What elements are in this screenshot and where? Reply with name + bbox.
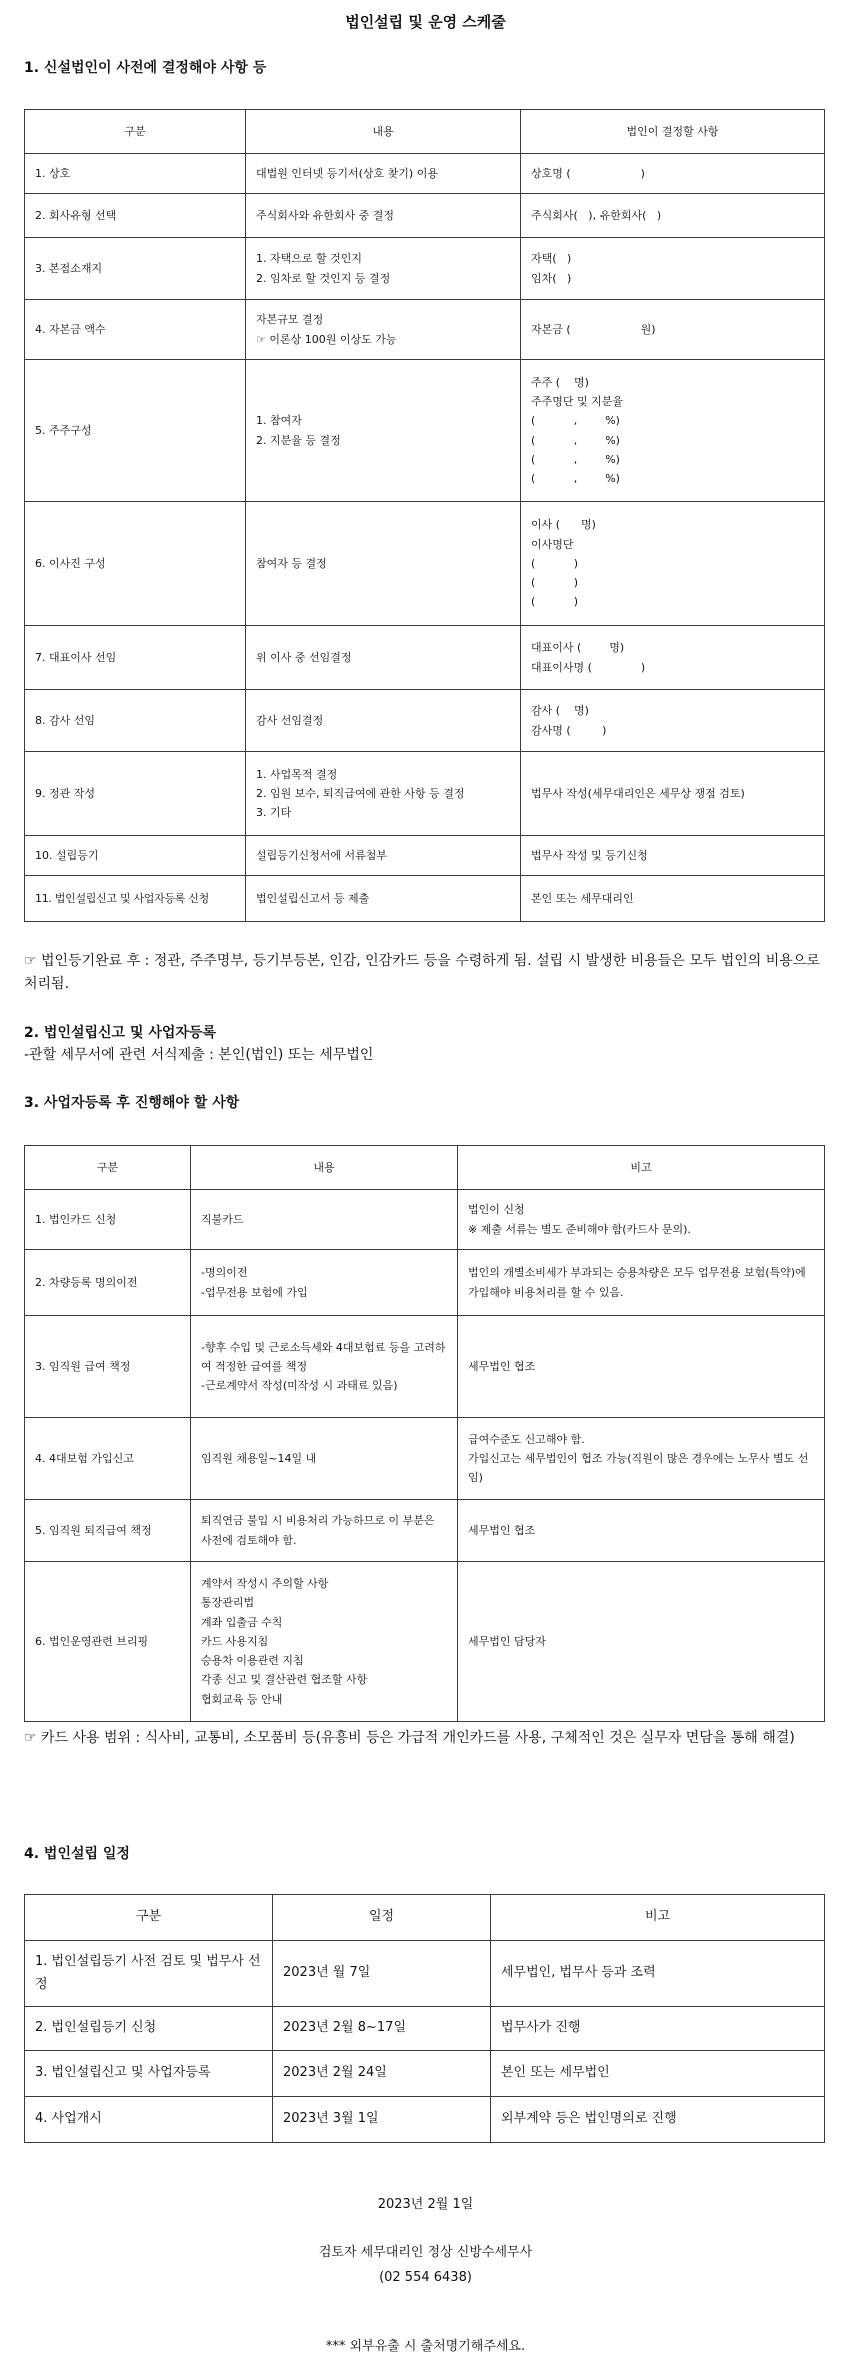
row-note: 세무법인 협조 [458, 1500, 825, 1562]
row-note: 급여수준도 신고해야 함. 가입신고는 세무법인이 협조 가능(직원이 많은 경우에는 노무사 별도 선임) [458, 1418, 825, 1500]
table-row [25, 836, 825, 876]
row-note: 외부계약 등은 법인명의로 진행 [491, 2097, 825, 2143]
row-decision: 법무사 작성(세무대리인은 세무상 쟁점 검토) [521, 752, 825, 836]
row-note: 법인이 신청 ※ 제출 서류는 별도 준비해야 함(카드사 문의). [458, 1190, 825, 1250]
row-content: 1. 자택으로 할 것인지 2. 임차로 할 것인지 등 결정 [246, 238, 521, 300]
row-category: 6. 이사진 구성 [25, 502, 246, 626]
row-category: 4. 자본금 액수 [25, 300, 246, 360]
row-note: 법무사가 진행 [491, 2007, 825, 2051]
row-content: 계약서 작성시 주의할 사항 통장관리법 계좌 입출금 수칙 카드 사용지침 승용차 이용관련 지침 각종 신고 및 결산관련 협조할 사항 협회교육 등 안내 [191, 1562, 458, 1722]
row-content: 법인설립신고서 등 제출 [246, 876, 521, 922]
s1-header-category: 구분 [25, 110, 246, 154]
row-category: 3. 임직원 급여 책정 [25, 1316, 191, 1418]
footer-notice: *** 외부유출 시 출처명기해주세요. [325, 2339, 526, 2354]
footer-phone: (02 554 6438) [379, 2270, 472, 2285]
row-decision: 주주 ( 명) 주주명단 및 지분율 ( , %) ( , %) ( , %) ( , %) [521, 360, 825, 502]
row-content: 1. 사업목적 결정 2. 임원 보수, 퇴직급여에 관한 사항 등 결정 3. 기타 [246, 752, 521, 836]
section1-heading: 1. 신설법인이 사전에 결정해야 사항 등 [24, 60, 267, 76]
row-note: 세무법인 담당자 [458, 1562, 825, 1722]
table-row [25, 2097, 825, 2143]
table-row [25, 360, 825, 502]
row-decision: 자택( ) 임차( ) [521, 238, 825, 300]
s3-header-note: 비고 [458, 1146, 825, 1190]
row-category: 3. 법인설립신고 및 사업자등록 [25, 2051, 273, 2097]
section3-heading: 3. 사업자등록 후 진행해야 할 사항 [24, 1095, 240, 1111]
row-decision: 감사 ( 명) 감사명 ( ) [521, 690, 825, 752]
row-content: 감사 선임결정 [246, 690, 521, 752]
table-row [25, 1418, 825, 1500]
table-row [25, 2007, 825, 2051]
row-content: 1. 참여자 2. 지분율 등 결정 [246, 360, 521, 502]
table-row [25, 626, 825, 690]
row-content: -향후 수입 및 근로소득세와 4대보험료 등을 고려하여 적정한 급여를 책정 -근로계약서 작성(미작성 시 과태료 있음) [191, 1316, 458, 1418]
table-row [25, 502, 825, 626]
row-content: 설립등기신청서에 서류첨부 [246, 836, 521, 876]
row-decision: 상호명 ( ) [521, 154, 825, 194]
row-note: 본인 또는 세무법인 [491, 2051, 825, 2097]
row-category: 4. 사업개시 [25, 2097, 273, 2143]
s4-header-category: 구분 [25, 1895, 273, 1941]
row-category: 9. 정관 작성 [25, 752, 246, 836]
row-category: 7. 대표이사 선임 [25, 626, 246, 690]
table-row [25, 1316, 825, 1418]
table-row [25, 2051, 825, 2097]
section1-note: ☞ 법인등기완료 후 : 정관, 주주명부, 등기부등본, 인감, 인감카드 등을 수령하게 됨. 설립 시 발생한 비용들은 모두 법인의 비용으로 처리됨. [24, 953, 820, 993]
row-category: 1. 법인설립등기 사전 검토 및 법무사 선정 [25, 1941, 273, 2007]
row-content: 주식회사와 유한회사 중 결정 [246, 194, 521, 238]
footer-reviewer: 검토자 세무대리인 정상 신방수세무사 [318, 2245, 533, 2260]
row-date: 2023년 2월 24일 [273, 2051, 491, 2097]
table-row [25, 752, 825, 836]
row-note: 세무법인 협조 [458, 1316, 825, 1418]
table-row [25, 154, 825, 194]
row-content: -명의이전 -업무전용 보험에 가입 [191, 1250, 458, 1316]
row-content: 위 이사 중 선임결정 [246, 626, 521, 690]
section3-note: ☞ 카드 사용 범위 : 식사비, 교통비, 소모품비 등(유흥비 등은 가급적 개인카드를 사용, 구체적인 것은 실무자 면담을 통해 해결) [24, 1730, 795, 1746]
row-category: 6. 법인운영관련 브리핑 [25, 1562, 191, 1722]
table-row [25, 876, 825, 922]
row-decision: 법무사 작성 및 등기신청 [521, 836, 825, 876]
row-category: 1. 상호 [25, 154, 246, 194]
section1-table [24, 109, 825, 922]
row-decision: 이사 ( 명) 이사명단 ( ) ( ) ( ) [521, 502, 825, 626]
row-category: 5. 임직원 퇴직급여 책정 [25, 1500, 191, 1562]
row-content: 자본규모 결정 ☞ 이론상 100원 이상도 가능 [246, 300, 521, 360]
footer-date: 2023년 2월 1일 [377, 2197, 474, 2212]
row-date: 2023년 월 7일 [273, 1941, 491, 2007]
section2-text: -관할 세무서에 관련 서식제출 : 본인(법인) 또는 세무법인 [24, 1047, 374, 1063]
row-decision: 본인 또는 세무대리인 [521, 876, 825, 922]
row-decision: 주식회사( ), 유한회사( ) [521, 194, 825, 238]
row-content: 퇴직연금 불입 시 비용처리 가능하므로 이 부분은 사전에 검토해야 함. [191, 1500, 458, 1562]
s4-header-date: 일정 [273, 1895, 491, 1941]
section4-table [24, 1894, 825, 2143]
row-note: 세무법인, 법무사 등과 조력 [491, 1941, 825, 2007]
s4-header-note: 비고 [491, 1895, 825, 1941]
row-decision: 대표이사 ( 명) 대표이사명 ( ) [521, 626, 825, 690]
s3-header-category: 구분 [25, 1146, 191, 1190]
table-row [25, 1190, 825, 1250]
row-decision: 자본금 ( 원) [521, 300, 825, 360]
table-row [25, 194, 825, 238]
section2-heading: 2. 법인설립신고 및 사업자등록 [24, 1025, 216, 1041]
table-row [25, 1250, 825, 1316]
section3-table [24, 1145, 825, 1722]
row-category: 1. 법인카드 신청 [25, 1190, 191, 1250]
row-category: 3. 본점소재지 [25, 238, 246, 300]
s3-header-content: 내용 [191, 1146, 458, 1190]
row-category: 2. 법인설립등기 신청 [25, 2007, 273, 2051]
table-row [25, 690, 825, 752]
table-row [25, 238, 825, 300]
row-category: 5. 주주구성 [25, 360, 246, 502]
section4-heading: 4. 법인설립 일정 [24, 1846, 130, 1862]
row-category: 10. 설립등기 [25, 836, 246, 876]
row-category: 11. 법인설립신고 및 사업자등록 신청 [25, 876, 246, 922]
s1-header-decision: 법인이 결정할 사항 [521, 110, 825, 154]
row-category: 2. 회사유형 선택 [25, 194, 246, 238]
row-category: 2. 차량등록 명의이전 [25, 1250, 191, 1316]
row-content: 대법원 인터넷 등기서(상호 찾기) 이용 [246, 154, 521, 194]
row-content: 참여자 등 결정 [246, 502, 521, 626]
row-category: 8. 감사 선임 [25, 690, 246, 752]
row-note: 법인의 개별소비세가 부과되는 승용차량은 모두 업무전용 보험(특약)에 가입해야 비용처리를 할 수 있음. [458, 1250, 825, 1316]
table-row [25, 1562, 825, 1722]
s1-header-content: 내용 [246, 110, 521, 154]
table-row [25, 300, 825, 360]
document-title: 법인설립 및 운영 스케줄 [345, 13, 506, 31]
row-date: 2023년 2월 8~17일 [273, 2007, 491, 2051]
table-row [25, 1500, 825, 1562]
row-content: 직불카드 [191, 1190, 458, 1250]
row-category: 4. 4대보험 가입신고 [25, 1418, 191, 1500]
table-row [25, 1941, 825, 2007]
row-content: 임직원 채용일~14일 내 [191, 1418, 458, 1500]
row-date: 2023년 3월 1일 [273, 2097, 491, 2143]
